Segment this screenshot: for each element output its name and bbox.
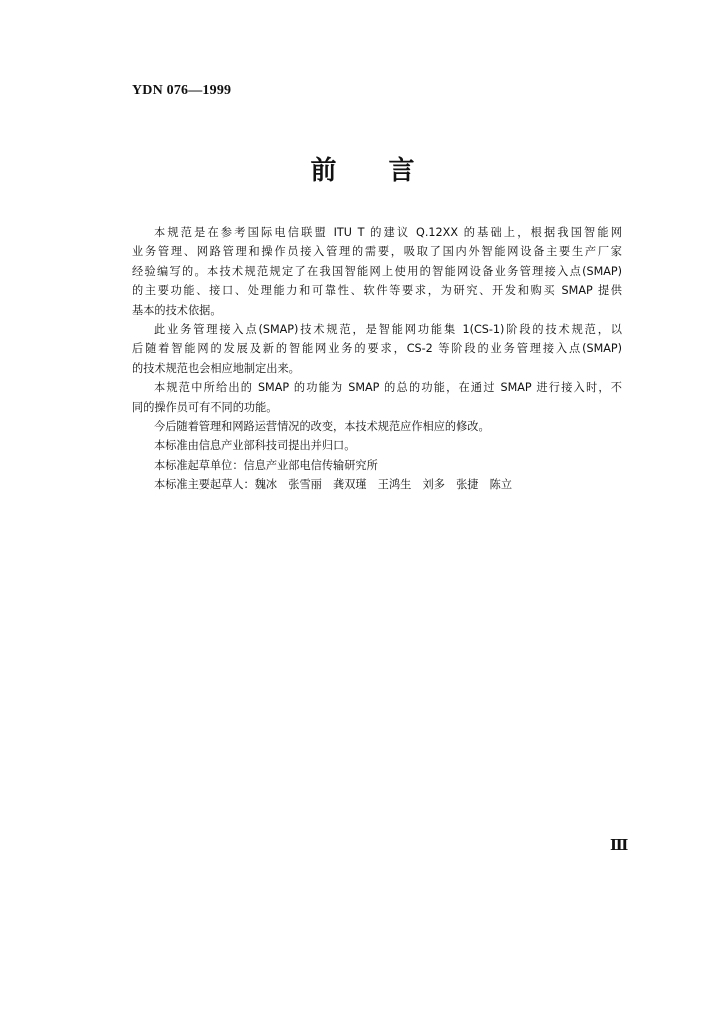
paragraph-1-line-2: 业务管理、网路管理和操作员接入管理的需要，吸取了国内外智能网设备主要生产厂家 xyxy=(132,245,622,259)
page-number: Ⅲ xyxy=(610,838,629,854)
paragraph-2-line-1: 此业务管理接入点(SMAP)技术规范，是智能网功能集 1(CS-1)阶段的技术规范，以 xyxy=(154,322,622,336)
paragraph-5-line-1: 本标准由信息产业部科技司提出并归口。 xyxy=(154,439,356,453)
page-title xyxy=(0,150,725,187)
paragraph-1-line-1: 本规范是在参考国际电信联盟 ITU T 的建议 Q.12XX 的基础上，根据我国智能网 xyxy=(154,226,622,239)
title-char-1: 前 xyxy=(310,156,337,186)
paragraph-1-line-5: 基本的技术依据。 xyxy=(132,303,222,317)
paragraph-3-line-1: 本规范中所给出的 SMAP 的功能为 SMAP 的总的功能，在通过 SMAP 进行接入时，不 xyxy=(154,381,622,395)
standard-code: YDN 076—1999 xyxy=(132,83,232,98)
paragraph-2-line-2: 后随着智能网的发展及新的智能网业务的要求，CS-2 等阶段的业务管理接入点(SMAP) xyxy=(132,342,622,356)
paragraph-7-line-1: 本标准主要起草人：魏冰 张雪丽 龚双瑾 王鸿生 刘多 张捷 陈立 xyxy=(154,478,513,492)
paragraph-1-line-3: 经验编写的。本技术规范规定了在我国智能网上使用的智能网设备业务管理接入点(SMAP) xyxy=(132,264,622,278)
foreword-body xyxy=(132,223,622,494)
paragraph-1-line-4: 的主要功能、接口、处理能力和可靠性、软件等要求，为研究、开发和购买 SMAP 提供 xyxy=(132,284,622,298)
paragraph-4-line-1: 今后随着管理和网路运营情况的改变，本技术规范应作相应的修改。 xyxy=(154,419,490,433)
paragraph-2-line-3: 的技术规范也会相应地制定出来。 xyxy=(132,361,300,375)
paragraph-3-line-2: 同的操作员可有不同的功能。 xyxy=(132,400,278,414)
paragraph-6-line-1: 本标准起草单位：信息产业部电信传输研究所 xyxy=(154,458,378,472)
title-char-2: 言 xyxy=(388,156,415,186)
